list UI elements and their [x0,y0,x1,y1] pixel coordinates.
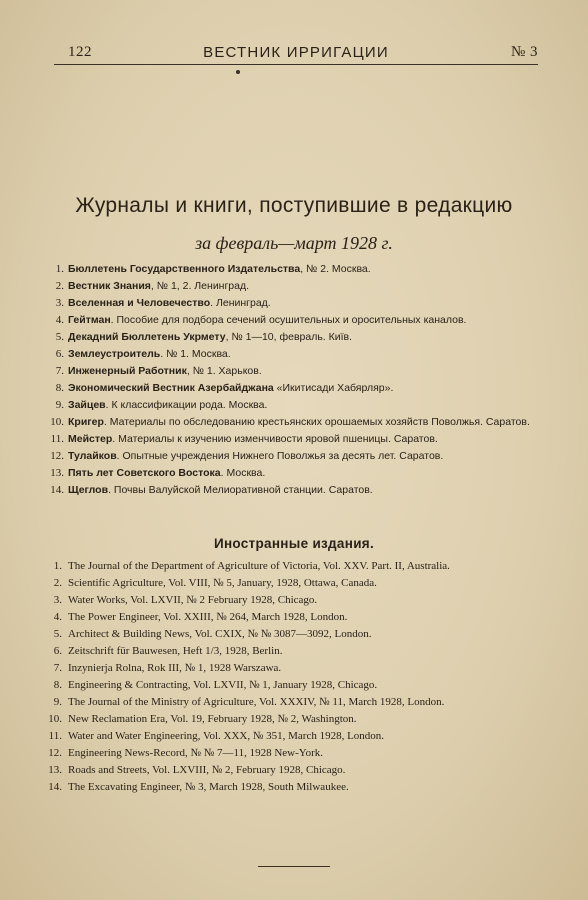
list-item [50,416,550,429]
item-number: 2. [53,577,62,589]
item-author-title: Щеглов [68,484,109,496]
item-number: 8. [53,679,62,691]
item-author-title: Экономический Вестник Азербайджана [68,382,274,394]
item-author-title: Декадний Бюллетень Укрмету [68,331,226,343]
item-details: , № 1—10, февраль. Київ. [225,331,353,343]
list-item [48,730,550,743]
item-text: The Power Engineer, Vol. XXIII, № 264, March 1928, London. [68,611,348,623]
item-number: 3. [53,594,62,606]
item-text: Engineering & Contracting, Vol. LXVII, № 1, January 1928, Chicago. [68,679,378,691]
item-author-title: Пять лет Советского Востока [68,467,221,479]
item-author-title: Тулайков [68,450,117,462]
item-number: 12. [50,450,64,462]
print-mark [236,70,240,74]
list-item [50,348,550,361]
item-text [68,280,550,293]
item-number: 10. [48,713,62,725]
item-text [68,331,550,344]
page-subtitle: за февраль—март 1928 г. [195,233,393,253]
list-item [48,611,550,624]
item-author-title: Бюллетень Государственного Издательства [68,263,301,275]
end-rule [258,866,330,867]
item-text: Architect & Building News, Vol. CXIX, № № 3087—3092, London. [68,628,372,640]
item-number: 5. [55,331,64,343]
list-item [48,747,550,760]
item-number: 14. [50,484,64,496]
item-text: Inzynierja Rolna, Rok III, № 1, 1928 Warszawa. [68,662,282,674]
item-author-title: Зайцев [68,399,106,411]
list-item [50,263,550,276]
item-text: The Journal of the Ministry of Agriculture, Vol. XXXIV, № 11, March 1928, London. [68,696,445,708]
item-text [68,297,550,310]
list-item [50,280,550,293]
item-text [68,263,550,276]
item-details: , № 1, 2. Ленинград. [150,280,250,292]
item-number: 7. [55,365,64,377]
list-item [48,577,550,590]
list-item [50,399,550,412]
item-details: . Пособие для подбора сечений осушительных и оросительных каналов. [110,314,467,326]
list-item [48,764,550,777]
item-details: . Москва. [220,467,266,479]
item-number: 7. [53,662,62,674]
foreign-publications-list [48,560,550,798]
header-rule [54,64,538,65]
item-text: Scientific Agriculture, Vol. VIII, № 5, January, 1928, Ottawa, Canada. [68,577,377,589]
list-item [50,467,550,480]
item-text [68,365,550,378]
item-number: 3. [55,297,64,309]
item-text: Water and Water Engineering, Vol. XXX, № 351, March 1928, London. [68,730,385,742]
item-text [68,382,550,395]
page-title: Журналы и книги, поступившие в редакцию [75,194,513,217]
item-text: Water Works, Vol. LXVII, № 2 February 1928, Chicago. [68,594,318,606]
list-item [48,594,550,607]
list-item [50,297,550,310]
item-author-title: Инженерный Работник [68,365,187,377]
list-item [48,713,550,726]
item-details: , № 1. Харьков. [186,365,262,377]
item-number: 6. [55,348,64,360]
item-text: Zeitschrift für Bauwesen, Heft 1/3, 1928, Berlin. [68,645,283,657]
item-number: 8. [55,382,64,394]
foreign-section-title: Иностранные издания. [213,536,375,551]
item-text: Engineering News-Record, № № 7—11, 1928 New-York. [68,747,324,759]
item-text [68,467,550,480]
list-item [48,679,550,692]
item-number: 11. [50,433,64,445]
item-text: The Excavating Engineer, № 3, March 1928, South Milwaukee. [68,781,349,793]
list-item [48,628,550,641]
item-details: . Почвы Валуйской Мелиоративной станции. Саратов. [108,484,373,496]
item-number: 6. [53,645,62,657]
journal-title: ВЕСТНИК ИРРИГАЦИИ [203,44,389,61]
list-item [50,382,550,395]
list-item [50,365,550,378]
item-author-title: Кригер [68,416,104,428]
item-number: 1. [53,560,62,572]
item-number: 1. [55,263,64,275]
item-text [68,416,550,429]
item-details: . Ленинград. [210,297,271,309]
issue-number: № 3 [510,44,538,60]
list-item [48,645,550,658]
item-number: 13. [50,467,64,479]
list-item [48,696,550,709]
list-item [48,781,550,794]
item-details: «Икитисади Хабярляр». [273,382,394,394]
list-item [48,662,550,675]
item-number: 4. [53,611,62,623]
list-item [50,314,550,327]
item-number: 4. [55,314,64,326]
item-number: 2. [55,280,64,292]
item-author-title: Мейстер [68,433,113,445]
item-details: . Опытные учреждения Нижнего Поволжья за десять лет. Саратов. [116,450,444,462]
item-text [68,450,550,463]
item-text [68,399,550,412]
item-author-title: Землеустроитель [68,348,161,360]
item-text: The Journal of the Department of Agriculture of Victoria, Vol. XXV. Part. II, Australia. [68,560,450,572]
item-text: Roads and Streets, Vol. LXVIII, № 2, February 1928, Chicago. [68,764,346,776]
item-details: . К классификации рода. Москва. [105,399,268,411]
item-details: , № 2. Москва. [300,263,371,275]
item-text [68,433,550,446]
item-number: 11. [48,730,62,742]
item-number: 9. [53,696,62,708]
list-item [48,560,550,573]
list-item [50,331,550,344]
item-text [68,484,550,497]
item-author-title: Гейтман [68,314,111,326]
item-author-title: Вестник Знания [68,280,151,292]
list-item [50,433,550,446]
running-header [54,44,538,64]
item-text [68,314,550,327]
item-number: 10. [50,416,64,428]
item-details: . Материалы по обследованию крестьянских орошаемых хозяйств Поволжья. Саратов. [103,416,530,428]
russian-publications-list [50,263,550,501]
item-details: . № 1. Москва. [160,348,231,360]
list-item [50,484,550,497]
item-text [68,348,550,361]
item-number: 12. [48,747,62,759]
list-item [50,450,550,463]
item-number: 14. [48,781,62,793]
item-text: New Reclamation Era, Vol. 19, February 1928, № 2, Washington. [68,713,357,725]
item-number: 5. [53,628,62,640]
page-number: 122 [68,44,92,60]
item-author-title: Вселенная и Человечество [68,297,211,309]
item-number: 13. [48,764,62,776]
item-details: . Материалы к изучению изменчивости яровой пшеницы. Саратов. [112,433,438,445]
item-number: 9. [55,399,64,411]
